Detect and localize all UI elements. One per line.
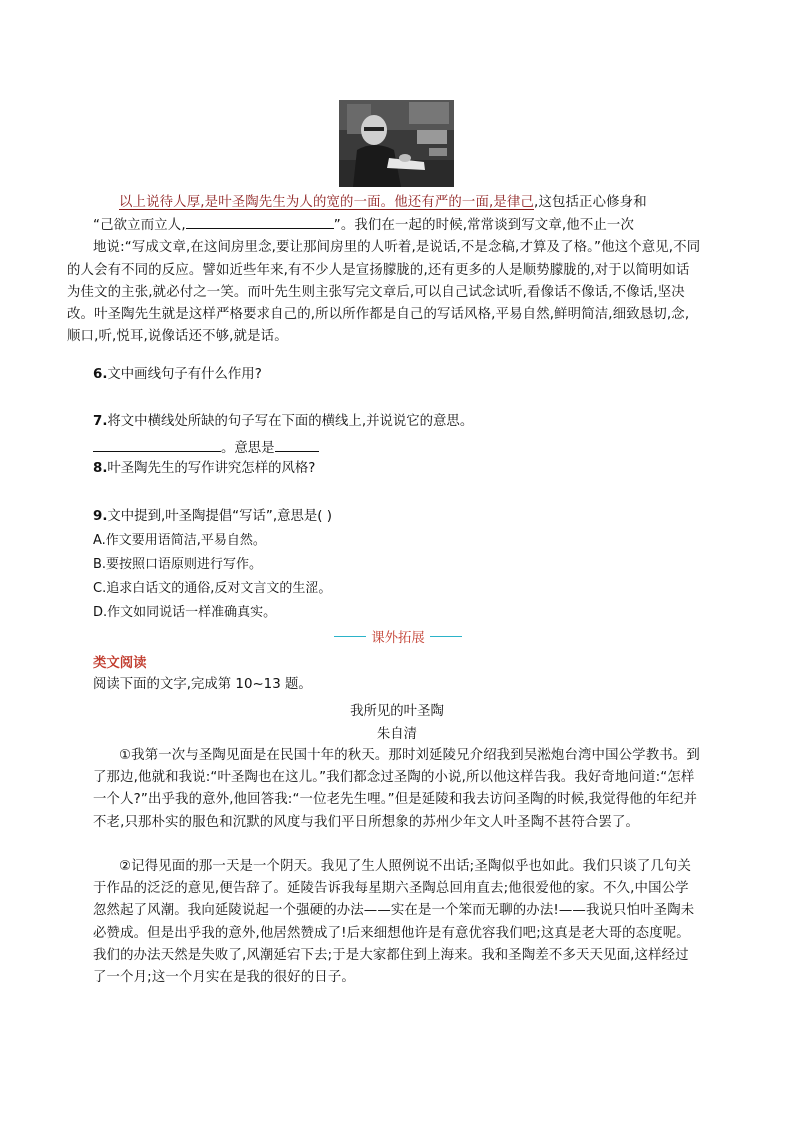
article-title: 我所见的叶圣陶 <box>350 704 444 719</box>
question-7-answer: 。意思是 <box>93 437 319 458</box>
article-author: 朱自清 <box>376 727 418 742</box>
option-c[interactable]: C.追求白话文的通俗,反对文言文的生涩。 <box>93 581 332 596</box>
section-header: 课外拓展 <box>334 627 462 645</box>
fill-in-blank[interactable] <box>186 214 334 229</box>
section-rule-right <box>430 636 462 637</box>
question-7: 7.将文中横线处所缺的句子写在下面的横线上,并说说它的意思。 <box>93 414 474 429</box>
underlined-sentence: 以上说待人厚,是叶圣陶先生为人的宽的一面。他还有严的一面,是律己 <box>119 195 535 210</box>
subsection-title: 类文阅读 <box>93 656 147 671</box>
meaning-blank[interactable] <box>275 437 319 452</box>
question-6: 6.文中画线句子有什么作用? <box>93 367 262 382</box>
question-8: 8.叶圣陶先生的写作讲究怎样的风格? <box>93 461 316 476</box>
portrait-photo <box>339 100 454 187</box>
article-paragraph-2: ②记得见面的那一天是一个阴天。我见了生人照例说不出话;圣陶似乎也如此。我们只谈了几句关于作品的泛泛的意见,便告辞了。延陵告诉我每星期六圣陶总回甪直去;他很爱他的家。不久,中国公学忽然起了风潮。我向延陵说起一个强硬的办法——实在是一个笨而无聊的办法!——我说只怕叶圣陶未必赞成。但是出乎我的意外,他居然赞成了!后来细想他许是有意优容我们吧;这真是老大哥的态度呢。我们的办法天然是失败了,风潮延宕下去;于是大家都住到上海来。我和圣陶差不多天天见面,这样经过了一个月;这一个月实在是我的很好的日子。 <box>93 859 695 986</box>
instruction: 阅读下面的文字,完成第 10~13 题。 <box>93 677 312 692</box>
passage-paragraph: 以上说待人厚,是叶圣陶先生为人的宽的一面。他还有严的一面,是律己,这包括正心修身和 “己欲立而立人, ”。我们在一起的时候,常常谈到写文章,他不止一次 地说:“写成文章,在这间房里念,要让那间房里的人听着,是说话,不是念稿,才算及了格。”他这个意见,不同的人会有不同的反应。譬如近些年来,有不少人是宣扬朦胧的,还有更多的人是顺势朦胧的,对于以简明如话为佳文的主张,就必付之一笑。而叶先生则主张写完文章后,可以自己试念试听,看像话不像话,不像话,坚决改。叶圣陶先生就是这样严格要求自己的,所以所作都是自己的写话风格,平易自然,鲜明简洁,细致恳切,念,顺口,听,悦耳,说像话还不够,就是话。 <box>67 195 701 345</box>
option-a[interactable]: A.作文要用语简洁,平易自然。 <box>93 533 266 548</box>
question-9: 9.文中提到,叶圣陶提倡“写话”,意思是( ) <box>93 509 332 524</box>
option-b[interactable]: B.要按照口语原则进行写作。 <box>93 557 263 572</box>
article-paragraph-1: ①我第一次与圣陶见面是在民国十年的秋天。那时刘延陵兄介绍我到吴淞炮台湾中国公学教书。到了那边,他就和我说:“叶圣陶也在这儿。”我们都念过圣陶的小说,所以他这样告我。我好奇地问道:“怎样一个人?”出乎我的意外,他回答我:“一位老先生哩。”但是延陵和我去访问圣陶的时候,我觉得他的年纪并不老,只那朴实的服色和沉默的风度与我们平日所想象的苏州少年文人叶圣陶不甚符合罢了。 <box>93 748 700 830</box>
answer-blank[interactable] <box>93 437 221 452</box>
option-d[interactable]: D.作文如同说话一样准确真实。 <box>93 605 277 620</box>
section-rule-left <box>334 636 366 637</box>
